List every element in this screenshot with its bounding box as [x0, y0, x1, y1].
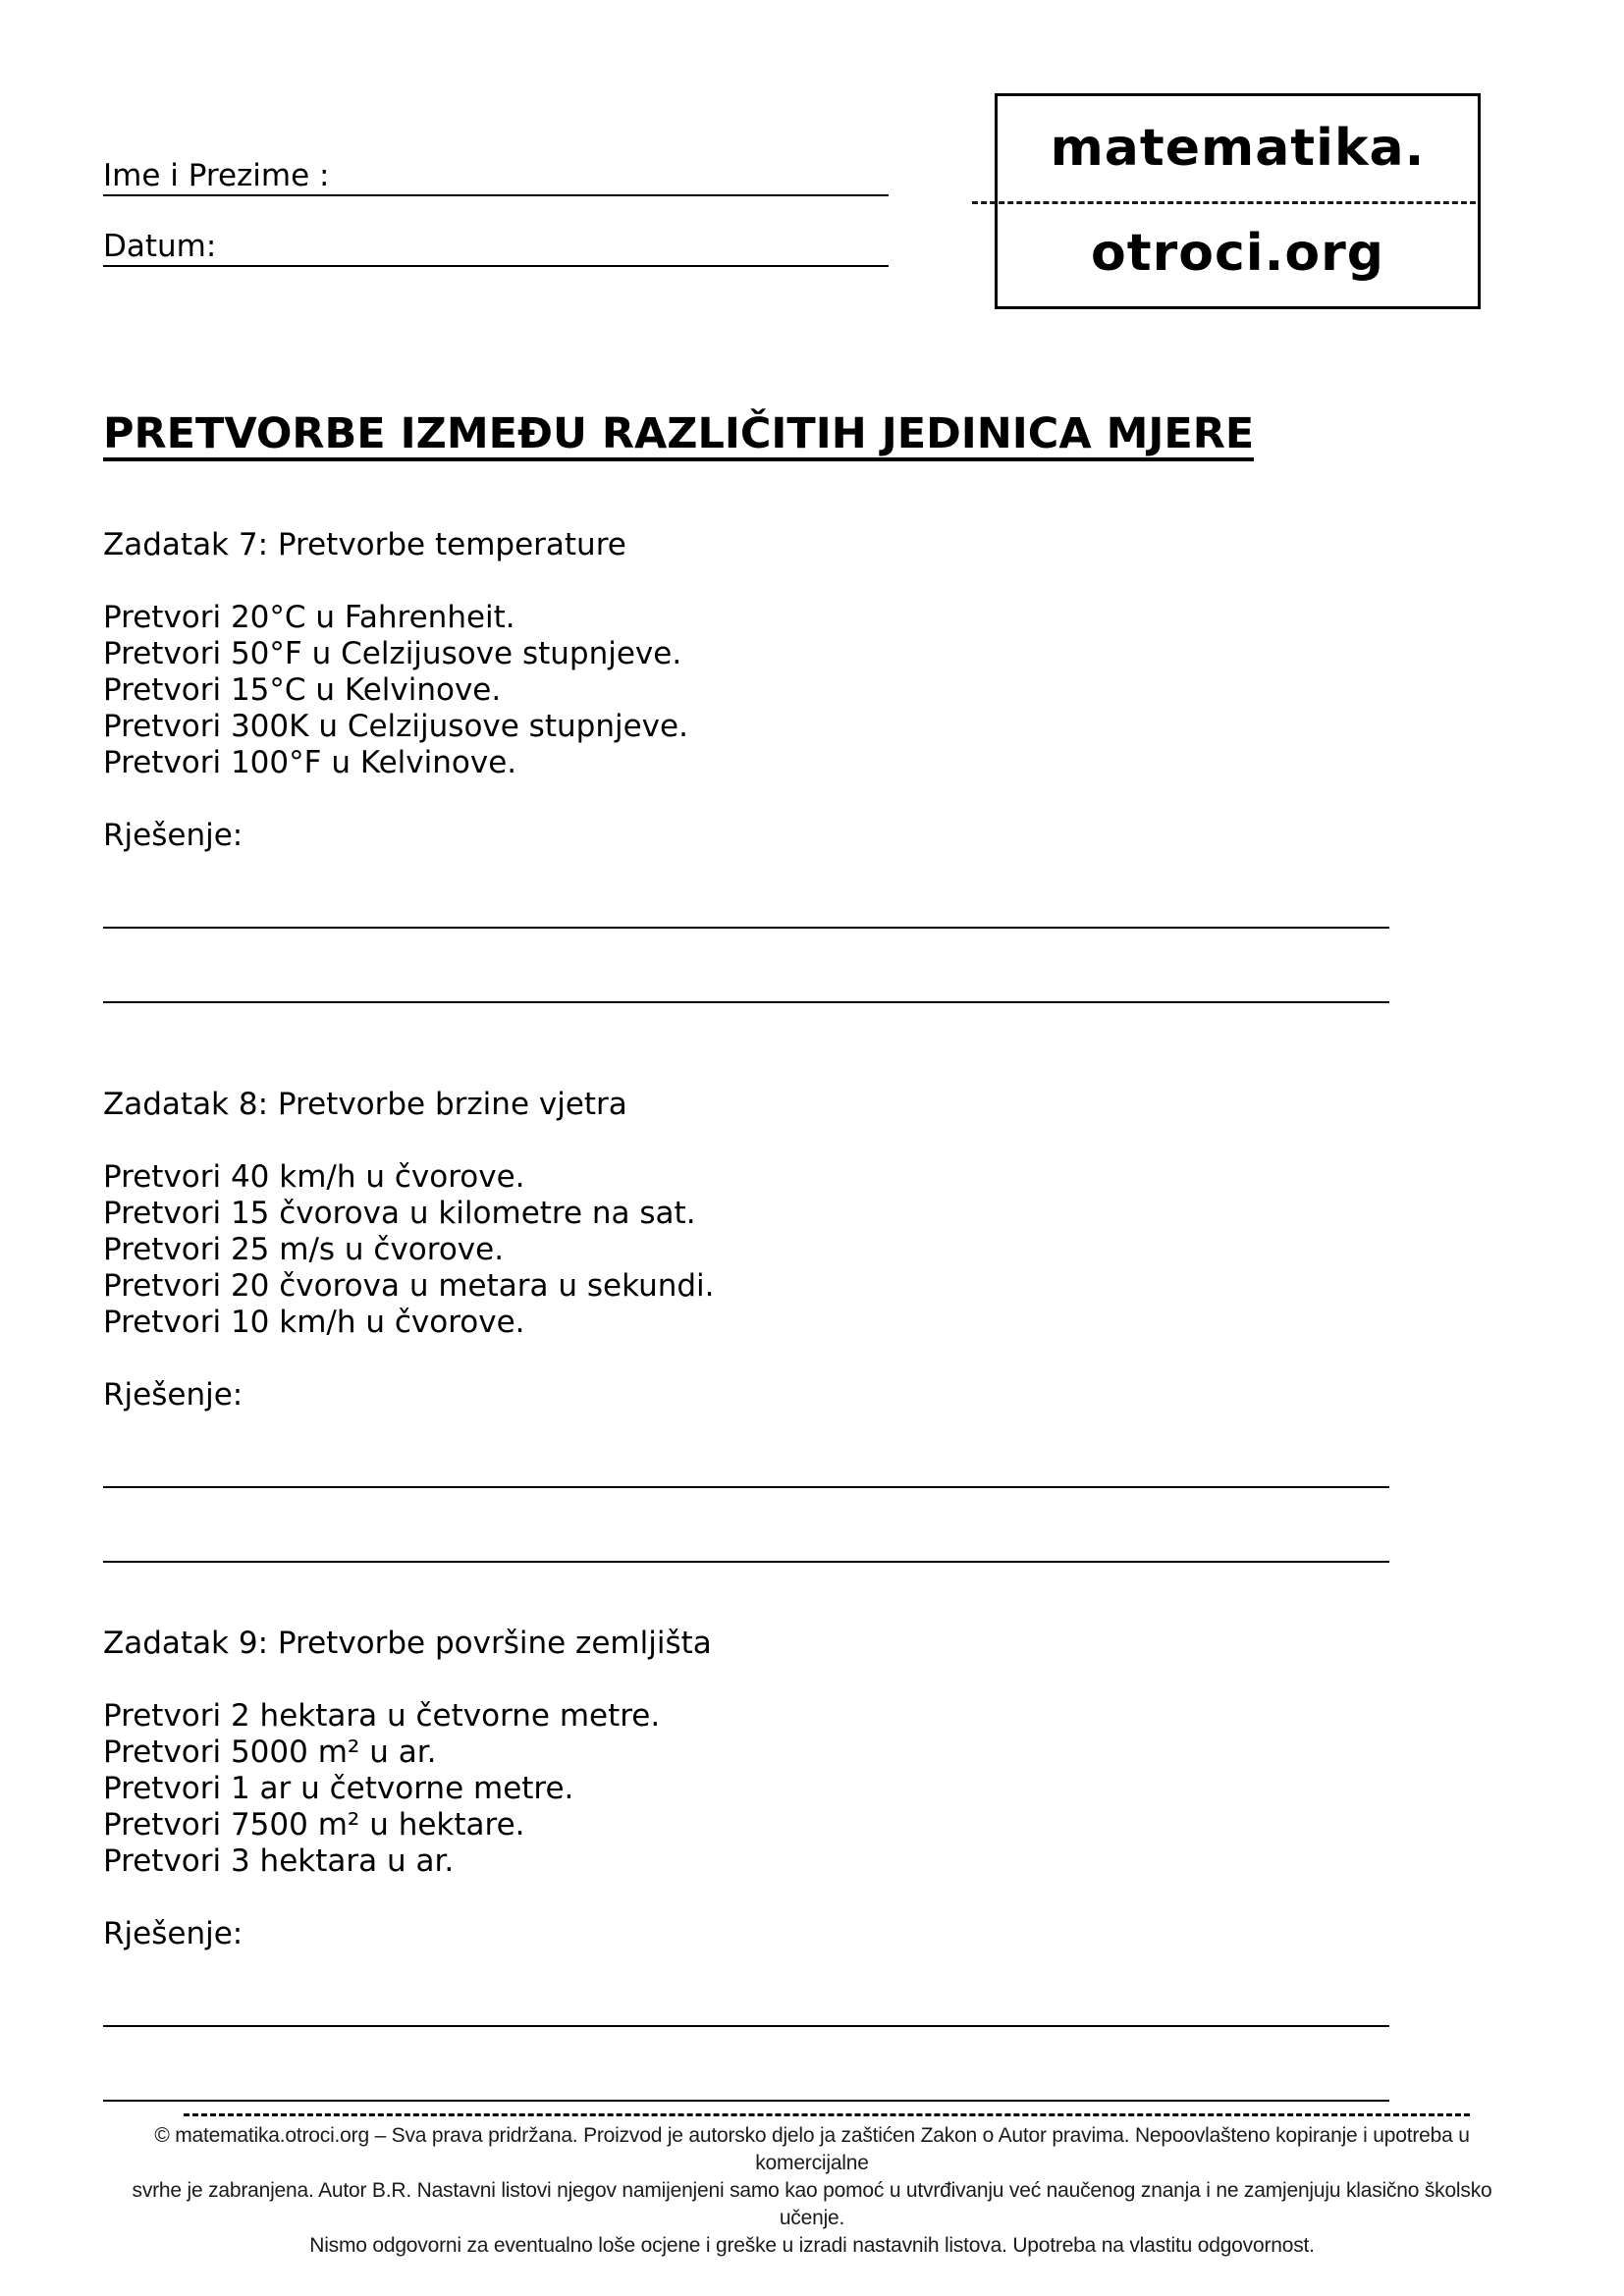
worksheet-content — [103, 409, 1521, 2260]
task-line: Pretvori 7500 m² u hektare. — [103, 1807, 525, 1842]
footer-copyright — [103, 2122, 1521, 2260]
solution-label: Rješenje: — [103, 1916, 244, 1951]
task-line: Pretvori 20 čvorova u metara u sekundi. — [103, 1268, 715, 1304]
task-line: Pretvori 15 čvorova u kilometre na sat. — [103, 1196, 696, 1231]
task-section-8 — [103, 1087, 1521, 1563]
footer-divider — [184, 2113, 1470, 2116]
answer-line[interactable] — [103, 1414, 1389, 1488]
task-line: Pretvori 20°C u Fahrenheit. — [103, 600, 515, 635]
task-line: Pretvori 15°C u Kelvinove. — [103, 672, 502, 708]
solution-label: Rješenje: — [103, 818, 244, 853]
task-line: Pretvori 3 hektara u ar. — [103, 1843, 455, 1879]
date-field-label: Datum: — [103, 229, 217, 264]
footer-line: © matematika.otroci.org – Sva prava pridržana. Proizvod je autorsko djelo ja zaštićen Zakon o Autor pravima. Nepoovlašteno kopiranje i upotreba u komercijalne — [154, 2124, 1470, 2174]
date-field-row[interactable] — [103, 229, 889, 267]
worksheet-title: PRETVORBE IZMEĐU RAZLIČITIH JEDINICA MJERE — [103, 412, 1254, 461]
task-line: Pretvori 5000 m² u ar. — [103, 1735, 437, 1770]
answer-line[interactable] — [103, 1952, 1389, 2027]
answer-line[interactable] — [103, 1488, 1389, 1563]
task-8-heading: Zadatak 8: Pretvorbe brzine vjetra — [103, 1087, 627, 1122]
answer-line[interactable] — [103, 2027, 1389, 2102]
task-line: Pretvori 50°F u Celzijusove stupnjeve. — [103, 636, 682, 671]
answer-line[interactable] — [103, 929, 1389, 1003]
footer-line: svrhe je zabranjena. Autor B.R. Nastavni listovi njegov namijenjeni samo kao pomoć u utvrđivanju već naučenog znanja i ne zamjenjuju klasično školsko učenje. — [132, 2179, 1492, 2229]
name-field-label: Ime i Prezime : — [103, 158, 330, 193]
footer-line: Nismo odgovorni za eventualno loše ocjene i greške u izradi nastavnih listova. Upotreba na vlastitu odgovornost. — [309, 2234, 1315, 2257]
task-line: Pretvori 1 ar u četvorne metre. — [103, 1771, 574, 1806]
task-line: Pretvori 10 km/h u čvorove. — [103, 1305, 525, 1340]
logo-line-bottom: otroci.org — [1091, 224, 1384, 283]
task-line: Pretvori 300K u Celzijusove stupnjeve. — [103, 709, 688, 744]
task-line: Pretvori 40 km/h u čvorove. — [103, 1159, 525, 1195]
name-field-row[interactable] — [103, 158, 889, 196]
logo-line-top: matematika. — [1050, 119, 1426, 178]
task-line: Pretvori 2 hektara u četvorne metre. — [103, 1698, 661, 1734]
task-line: Pretvori 100°F u Kelvinove. — [103, 745, 517, 780]
task-7-heading: Zadatak 7: Pretvorbe temperature — [103, 527, 626, 562]
task-9-heading: Zadatak 9: Pretvorbe površine zemljišta — [103, 1626, 712, 1661]
answer-line[interactable] — [103, 854, 1389, 929]
logo-box — [995, 93, 1481, 309]
task-section-7 — [103, 527, 1521, 1003]
task-line: Pretvori 25 m/s u čvorove. — [103, 1232, 505, 1267]
solution-label: Rješenje: — [103, 1377, 244, 1413]
task-section-9 — [103, 1626, 1521, 2102]
